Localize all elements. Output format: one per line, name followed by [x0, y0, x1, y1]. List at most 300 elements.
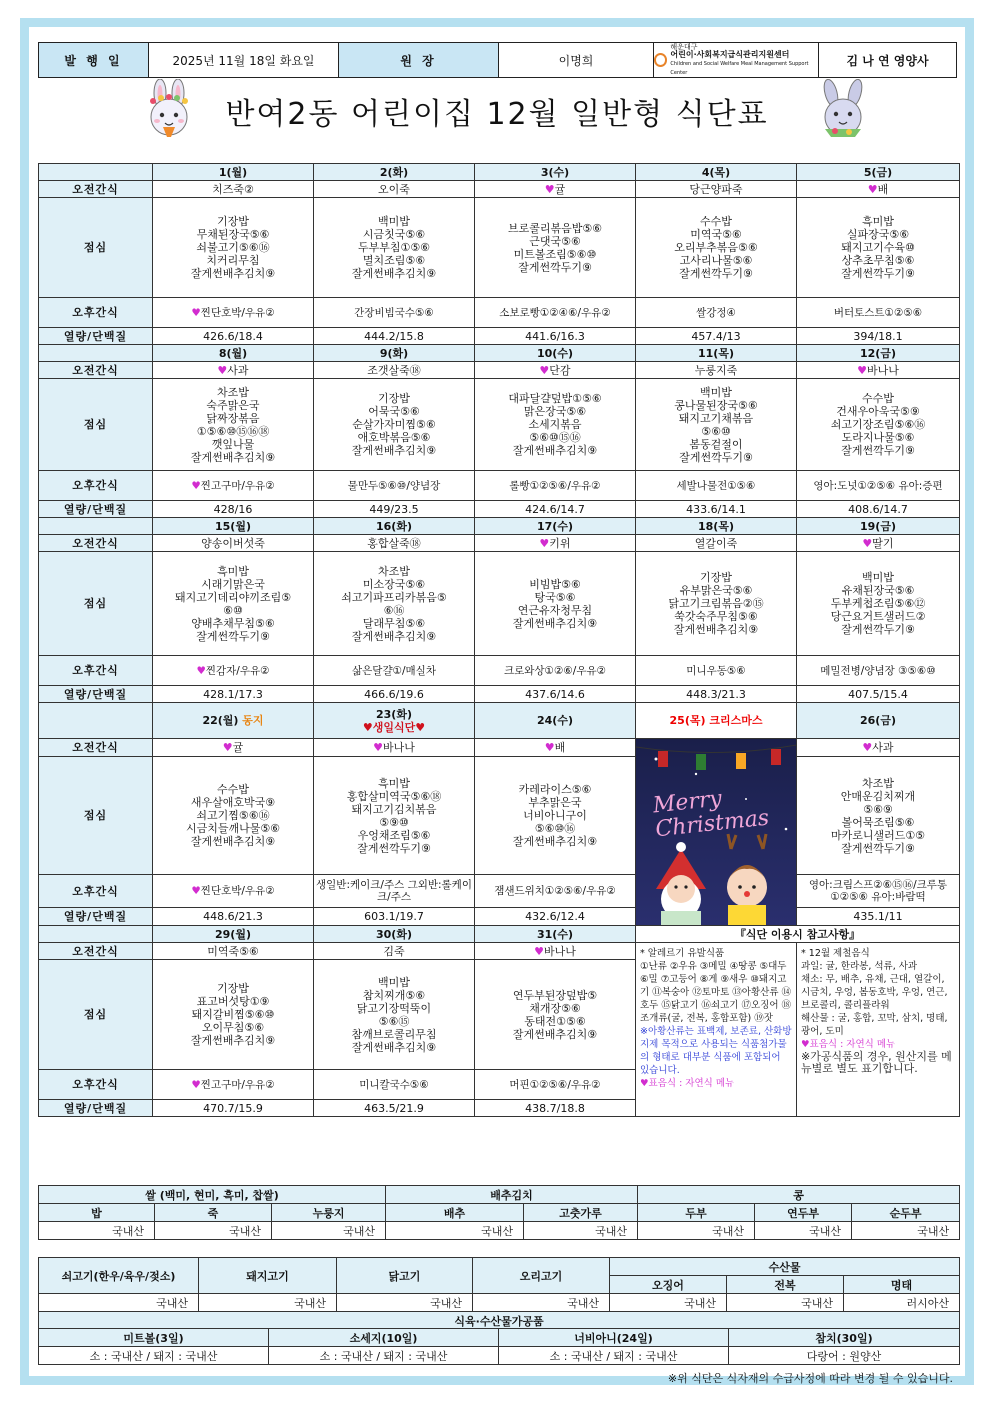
origin-table	[38, 1185, 960, 1240]
origin-value: 다랑어 : 원양산	[729, 1347, 960, 1365]
row-label-energy: 열량/단백질	[39, 501, 153, 518]
pm-snack	[636, 298, 797, 328]
heart-icon: ♥	[857, 363, 867, 377]
day-header	[153, 345, 314, 362]
row-label-lunch: 점심	[39, 552, 153, 656]
lunch-menu	[314, 757, 475, 875]
notes-allergy	[636, 943, 797, 1117]
day-date: 24(수)	[537, 714, 573, 727]
notes-header-text: 『식단 이용시 참고사항』	[734, 927, 861, 941]
origin-value: 국내산	[610, 1294, 727, 1312]
issue-date: 2025년 11월 18일 화요일	[149, 43, 339, 78]
energy-row	[39, 501, 960, 518]
notes-line: * 12월 제철음식	[801, 948, 870, 959]
origin-value: 국내산	[852, 1222, 960, 1240]
day-date: 16(화)	[376, 519, 412, 533]
am-snack-text: 배	[554, 741, 566, 755]
pm-snack	[153, 298, 314, 328]
lunch-item: ⑤⑨⑩	[379, 815, 409, 829]
lunch-item: 무채된장국⑤⑥	[196, 228, 270, 241]
heart-icon: ♥	[191, 1078, 201, 1091]
row-label-energy: 열량/단백질	[39, 686, 153, 703]
lunch-item: 쇠고기장조림⑤⑥⑯	[830, 418, 926, 431]
pm-snack	[153, 471, 314, 501]
pm-snack-text: 영아:도넛①②⑤⑥ 유아:증편	[813, 479, 943, 492]
lunch-item: 잘게썬배추김치⑨	[190, 267, 276, 280]
day-date: 4(목)	[701, 165, 731, 179]
notes-line: ※가공식품의 경우, 원산지를 메뉴별로 별도 표기합니다.	[801, 1050, 952, 1075]
heart-icon: ♥	[373, 741, 383, 755]
heart-icon: ♥	[534, 944, 544, 958]
pm-snack	[797, 471, 960, 501]
am-snack-text: 조갯살죽⑱	[367, 363, 421, 377]
lunch-item: 잘게썬깍두기⑨	[518, 260, 592, 274]
day-header	[797, 345, 960, 362]
origin-value: 국내산	[638, 1222, 755, 1240]
energy-value: 444.2/15.8	[314, 328, 475, 345]
pm-snack	[475, 298, 636, 328]
energy-value: 466.6/19.6	[314, 686, 475, 703]
lunch-menu	[797, 757, 960, 875]
am-snack	[475, 362, 636, 379]
date-header-blank	[39, 926, 153, 943]
lunch-item: 볼어묵조림⑤⑥	[841, 815, 915, 829]
am-snack-text: 열갈이죽	[694, 536, 738, 550]
energy-value: 407.5/15.4	[797, 686, 960, 703]
lunch-item: 마카로니샐러드①⑤	[830, 828, 926, 842]
energy-row	[39, 328, 960, 345]
lunch-item: 깻잎나물	[211, 437, 255, 451]
origin-processed-header: 식육·수산물가공품	[39, 1312, 960, 1330]
lunch-item: 잘게썬배추김치⑨	[190, 1034, 276, 1047]
notes-line: ♥표음식 : 자연식 메뉴	[801, 1039, 896, 1050]
lunch-item: 잘게썬배추김치⑨	[351, 629, 437, 643]
row-label-energy: 열량/단백질	[39, 1100, 153, 1117]
heart-icon: ♥	[544, 741, 555, 755]
origin-value: 국내산	[337, 1294, 473, 1312]
lunch-item: 미트볼조림⑤⑥⑩	[513, 247, 597, 261]
lunch-item: 봄동겉절이	[689, 437, 743, 451]
lunch-item: 돼지갈비찜⑤⑥⑩	[191, 1008, 275, 1021]
lunch-menu	[153, 960, 314, 1070]
am-snack-text: 치즈죽②	[212, 182, 254, 196]
day-header	[314, 345, 475, 362]
pm-snack-text: 삶은달걀①/매실차	[352, 664, 436, 677]
heart-icon: ♥	[191, 885, 201, 898]
lunch-item: 실파장국⑤⑥	[846, 228, 910, 241]
lunch-item: 시래기맑은국	[201, 577, 265, 591]
lunch-item: 시금치들깨나물⑤⑥	[185, 822, 281, 836]
lunch-item: 닭고기장떡뚝이	[356, 1001, 432, 1015]
am-snack	[153, 943, 314, 960]
lunch-item: 연두부된장덮밥⑤	[512, 988, 598, 1002]
pm-snack	[475, 471, 636, 501]
lunch-menu	[153, 552, 314, 656]
origin-value: 러시아산	[844, 1294, 960, 1312]
lunch-menu	[314, 379, 475, 471]
energy-value: 432.6/12.4	[475, 907, 636, 925]
energy-value: 428.1/17.3	[153, 686, 314, 703]
lunch-item: 쇠불고기⑤⑥⑯	[196, 241, 270, 254]
am-snack	[314, 943, 475, 960]
heart-icon: ♥	[539, 363, 550, 377]
lunch-item: 애호박볶음⑤⑥	[357, 431, 431, 444]
day-date: 18(목)	[698, 519, 734, 533]
lunch-item: ⑥⑯	[383, 603, 405, 617]
lunch-item: 잘게썬깍두기⑨	[679, 267, 753, 280]
origin-value: 소 : 국내산 / 돼지 : 국내산	[499, 1347, 729, 1365]
energy-value: 394/18.1	[797, 328, 960, 345]
am-snack-text: 키위	[549, 536, 571, 550]
pm-snack	[797, 875, 960, 907]
pm-snack-text: 생일반:케이크/주스 그외반:롤케이크/주스	[316, 879, 472, 904]
origin-value: 국내산	[727, 1294, 844, 1312]
origin-label: 너비아니(24일)	[499, 1329, 729, 1347]
pm-snack-text: 간장비빔국수⑤⑥	[354, 306, 434, 319]
pm-snack	[153, 1070, 314, 1100]
origin-label: 두부	[638, 1204, 755, 1222]
lunch-item: 두부케첩조림⑤⑥⑫	[830, 597, 926, 610]
am-snack-row	[39, 943, 960, 960]
lunch-item: 차조밥	[217, 385, 249, 399]
center-logo-icon	[654, 53, 667, 67]
origin-value: 국내산	[473, 1294, 610, 1312]
lunch-item: 잘게썬깍두기⑨	[841, 267, 915, 280]
pm-snack-row	[39, 656, 960, 686]
lunch-item: 흑미밥	[862, 215, 894, 228]
am-snack	[153, 181, 314, 198]
lunch-item: 오리부추볶음⑤⑥	[674, 241, 758, 254]
origin-label: 배추	[386, 1204, 524, 1222]
lunch-item: 채개장⑤⑥	[529, 1001, 581, 1015]
lunch-item: 돼지고기채볶음	[678, 411, 754, 425]
notes-line: ♥표음식 : 자연식 메뉴	[640, 1078, 735, 1089]
lunch-menu	[475, 960, 636, 1070]
day-header	[153, 703, 314, 739]
day-header	[475, 703, 636, 739]
am-snack-text: 바나나	[543, 944, 576, 958]
lunch-item: ⑤⑥⑩⑮⑯	[529, 431, 581, 444]
day-date: 11(목)	[698, 346, 734, 360]
pm-snack-text: 머핀①②⑤⑥/우유②	[509, 1078, 601, 1091]
day-header	[636, 703, 797, 739]
lunch-item: 비빔밥⑤⑥	[529, 577, 581, 591]
energy-value: 441.6/16.3	[475, 328, 636, 345]
day-header	[314, 518, 475, 535]
origin-label: 고춧가루	[524, 1204, 638, 1222]
origin-value: 국내산	[155, 1222, 272, 1240]
energy-value: 448.3/21.3	[636, 686, 797, 703]
notes-line: 해산물 : 굴, 홍합, 꼬막, 삼치, 명태, 광어, 도미	[801, 1013, 948, 1037]
energy-value: 435.1/11	[797, 907, 960, 925]
am-snack-text: 배	[877, 182, 889, 196]
date-header-row	[39, 345, 960, 362]
origin-label: 명태	[844, 1276, 960, 1294]
lunch-item: 연근유자청무침	[517, 603, 593, 617]
day-date: 8(월)	[218, 346, 248, 360]
lunch-item: 기장밥	[700, 571, 732, 584]
am-snack-text: 김죽	[383, 944, 405, 958]
pm-snack	[153, 656, 314, 686]
am-snack-text: 당근양파죽	[689, 182, 743, 196]
lunch-item: 쇠고기파프리카볶음⑤	[341, 590, 447, 604]
origin-label: 참치(30일)	[729, 1329, 960, 1347]
center-logo-line3: Children and Social Welfare Meal Management Support Center	[670, 61, 809, 76]
lunch-item: 안매운김치찌개	[840, 789, 916, 803]
row-label-pm-snack: 오후간식	[39, 875, 153, 907]
row-label-energy: 열량/단백질	[39, 328, 153, 345]
lunch-item: 잘게썬깍두기⑨	[841, 841, 915, 855]
am-snack-text: 바나나	[866, 363, 899, 377]
lunch-item: 잘게썬배추김치⑨	[512, 1027, 598, 1041]
lunch-item: 대파달걀덮밥①⑤⑥	[508, 392, 602, 405]
origin-label: 누룽지	[272, 1204, 386, 1222]
notes-line: 채소: 무, 배추, 유채, 근대, 열갈이, 시금치, 우엉, 봄동호박, 우엉, 연근, 브로콜리, 콜리플라워	[801, 974, 948, 1011]
day-header	[314, 164, 475, 181]
pm-snack-text: 영아:크림스프②⑥⑮⑯/크루통①②⑤⑥ 유아:바람떡	[808, 879, 948, 904]
lunch-menu	[475, 757, 636, 875]
day-date: 1(월)	[218, 165, 248, 179]
lunch-item: 브로콜리볶음밥⑤⑥	[507, 221, 603, 235]
day-note: 생일식단	[372, 720, 416, 734]
energy-value: 457.4/13	[636, 328, 797, 345]
menu-table	[38, 163, 960, 1117]
day-header	[636, 164, 797, 181]
lunch-item: 부추맑은국	[528, 796, 582, 810]
origin-label: 돼지고기	[199, 1258, 337, 1294]
origin-label: 쇠고기(한우/육우/젖소)	[39, 1258, 199, 1294]
origin-value: 소 : 국내산 / 돼지 : 국내산	[269, 1347, 499, 1365]
pm-snack	[475, 875, 636, 907]
am-snack-text: 누룽지죽	[694, 363, 738, 377]
day-date: 2(화)	[379, 165, 409, 179]
origin-label: 오리고기	[473, 1258, 610, 1294]
am-snack-text: 사과	[227, 363, 249, 377]
row-label-lunch: 점심	[39, 198, 153, 298]
pm-snack-text: 미니우동⑤⑥	[686, 664, 746, 677]
lunch-item: ①⑤⑥⑩⑮⑯⑱	[196, 424, 270, 438]
lunch-item: 유부맑은국⑤⑥	[679, 584, 753, 597]
row-label-pm-snack: 오후간식	[39, 298, 153, 328]
day-date: 10(수)	[537, 346, 573, 360]
date-header-row	[39, 926, 960, 943]
lunch-item: 닭고기크림볶음②⑮	[668, 597, 764, 610]
day-header	[636, 345, 797, 362]
day-header	[153, 926, 314, 943]
lunch-item: ⑤⑥⑩	[701, 424, 731, 438]
date-header-blank	[39, 164, 153, 181]
row-label-lunch: 점심	[39, 757, 153, 875]
pm-snack-text: 버터토스트①②⑤⑥	[833, 306, 923, 319]
pm-snack	[797, 298, 960, 328]
center-logo-line2: 어린이·사회복지급식관리지원센터	[670, 50, 790, 59]
lunch-item: 잘게썬배추김치⑨	[673, 623, 759, 636]
page-title: 반여2동 어린이집 12월 일반형 식단표	[225, 97, 769, 132]
pm-snack	[475, 1070, 636, 1100]
am-snack-text: 단감	[549, 363, 571, 377]
pm-snack	[314, 298, 475, 328]
pm-snack	[636, 471, 797, 501]
lunch-item: 잘게썬배추김치⑨	[351, 267, 437, 280]
am-snack-row	[39, 739, 960, 757]
day-header	[314, 703, 475, 739]
lunch-item: 너비아니구이	[523, 809, 587, 823]
energy-row	[39, 907, 960, 925]
pm-snack-text: 물만두⑤⑥⑩/양념장	[347, 479, 441, 492]
lunch-item: 홍합살미역국⑤⑥⑱	[346, 789, 442, 803]
heart-icon: ♥	[191, 306, 201, 319]
date-header-blank	[39, 345, 153, 362]
am-snack	[475, 535, 636, 552]
day-date: 17(수)	[537, 519, 573, 533]
day-date: 12(금)	[860, 346, 896, 360]
am-snack-text: 귤	[232, 741, 244, 755]
row-label-pm-snack: 오후간식	[39, 471, 153, 501]
pm-snack	[636, 656, 797, 686]
am-snack	[797, 362, 960, 379]
origin-label: 소세지(10일)	[269, 1329, 499, 1347]
am-snack-text: 바나나	[382, 741, 415, 755]
lunch-item: 오이무침⑤⑥	[201, 1021, 265, 1034]
issue-date-label: 발 행 일	[39, 43, 149, 78]
lunch-item: 잘게썬배추김치⑨	[351, 444, 437, 457]
lunch-item: 수수밥	[700, 215, 732, 228]
lunch-item: 양배추채무침⑤⑥	[191, 616, 275, 630]
am-snack	[314, 362, 475, 379]
lunch-menu	[314, 198, 475, 298]
pm-snack-text: 소보로빵①②④⑥/우유②	[499, 306, 611, 319]
day-date: 5(금)	[863, 165, 893, 179]
am-snack-text: 딸기	[872, 536, 894, 550]
lunch-item: ⑤⑥⑨	[863, 802, 893, 816]
am-snack-text: 미역죽⑤⑥	[207, 944, 259, 958]
day-header	[475, 926, 636, 943]
pm-snack-text: 쌀강정④	[696, 306, 736, 319]
am-snack	[475, 181, 636, 198]
row-label-am-snack: 오전간식	[39, 943, 153, 960]
pm-snack	[314, 471, 475, 501]
notes-line: * 알레르기 유발식품	[640, 948, 725, 959]
row-label-lunch: 점심	[39, 960, 153, 1070]
lunch-item: 백미밥	[862, 571, 894, 584]
am-snack	[153, 535, 314, 552]
lunch-item: 쑥갓숙주무침⑤⑥	[674, 610, 758, 623]
page-frame	[20, 18, 974, 1385]
origin-kimchi-header: 배추김치	[386, 1186, 638, 1204]
director-label: 원 장	[339, 43, 499, 78]
lunch-item: 두부부침①⑤⑥	[357, 241, 431, 254]
lunch-item: 소세지볶음	[528, 418, 582, 431]
dietitian-name: 김 나 연 영양사	[819, 43, 957, 78]
lunch-item: 차조밥	[862, 776, 894, 790]
lunch-menu	[153, 757, 314, 875]
am-snack	[153, 362, 314, 379]
origin-bean-header: 콩	[638, 1186, 960, 1204]
origin-value: 국내산	[272, 1222, 386, 1240]
lunch-menu	[797, 198, 960, 298]
am-snack-text: 홍합살죽⑱	[367, 536, 421, 550]
lunch-item: 잘게썬깍두기⑨	[841, 623, 915, 636]
heart-icon: ♥	[415, 720, 426, 734]
lunch-item: 잘게썬깍두기⑨	[196, 629, 270, 643]
lunch-menu	[636, 552, 797, 656]
lunch-item: 순살가자미찜⑤⑥	[352, 418, 436, 431]
lunch-item: 닭짜장볶음	[206, 411, 260, 425]
lunch-item: 잘게썬배추김치⑨	[512, 835, 598, 849]
energy-value: 448.6/21.3	[153, 907, 314, 925]
origin-label: 연두부	[755, 1204, 852, 1222]
lunch-item: 잘게썬배추김치⑨	[190, 450, 276, 464]
heart-icon: ♥	[862, 741, 873, 755]
lunch-menu	[475, 552, 636, 656]
notes-header	[636, 926, 960, 943]
day-date: 25(목) 크리스마스	[669, 714, 763, 727]
energy-row	[39, 686, 960, 703]
footer-note: ※위 식단은 식자재의 수급사정에 따라 변경 될 수 있습니다.	[667, 1372, 953, 1385]
day-date: 3(수)	[540, 165, 570, 179]
lunch-menu	[314, 552, 475, 656]
row-label-energy: 열량/단백질	[39, 907, 153, 925]
lunch-item: 유채된장국⑤⑥	[841, 584, 915, 597]
row-label-pm-snack: 오후간식	[39, 656, 153, 686]
lunch-item: 미역국⑤⑥	[690, 228, 742, 241]
lunch-item: 참치찌개⑤⑥	[362, 988, 426, 1002]
day-date: 15(월)	[215, 519, 251, 533]
lunch-item: 잘게썬배추김치⑨	[512, 444, 598, 457]
heart-icon: ♥	[191, 479, 201, 492]
am-snack	[314, 181, 475, 198]
lunch-row	[39, 379, 960, 471]
energy-value: 603.1/19.7	[314, 907, 475, 925]
heart-icon: ♥	[862, 536, 873, 550]
lunch-item: 잘게썬깍두기⑨	[679, 450, 753, 464]
row-label-am-snack: 오전간식	[39, 739, 153, 757]
lunch-item: 잘게썬배추김치⑨	[351, 1040, 437, 1054]
energy-value: 428/16	[153, 501, 314, 518]
lunch-item: 달래무침⑤⑥	[362, 616, 426, 630]
heart-icon: ♥	[217, 363, 228, 377]
pm-snack-text: 롤빵①②⑤⑥/우유②	[509, 479, 601, 492]
origin-value: 소 : 국내산 / 돼지 : 국내산	[39, 1347, 269, 1365]
day-header	[797, 703, 960, 739]
pm-snack-text: 찐단호박/우유②	[200, 885, 275, 898]
lunch-item: 잘게썬배추김치⑨	[190, 835, 276, 849]
am-snack	[314, 739, 475, 757]
lunch-menu	[475, 198, 636, 298]
pm-snack-text: 잼샌드위치①②⑤⑥/우유②	[494, 885, 616, 898]
heart-icon: ♥	[196, 664, 206, 677]
lunch-item: 백미밥	[378, 975, 410, 989]
origin-label: 순두부	[852, 1204, 960, 1222]
lunch-item: 백미밥	[378, 215, 410, 228]
date-header-blank	[39, 518, 153, 535]
energy-value: 438.7/18.8	[475, 1100, 636, 1117]
day-date: 30(화)	[376, 927, 412, 941]
notes-line: ※아황산류는 표백제, 보존료, 산화방지제 목적으로 사용되는 식품첨가물의 형태로 대부분 식품에 포함되어 있습니다.	[640, 1026, 792, 1076]
lunch-menu	[797, 552, 960, 656]
am-snack-text: 귤	[554, 182, 566, 196]
pm-snack	[475, 656, 636, 686]
day-date: 29(월)	[215, 927, 251, 941]
lunch-item: 미소장국⑤⑥	[362, 577, 426, 591]
lunch-item: 건새우아욱국⑤⑨	[836, 405, 920, 418]
am-snack	[475, 943, 636, 960]
lunch-item: 근댓국⑤⑥	[529, 234, 581, 248]
energy-value: 408.6/14.7	[797, 501, 960, 518]
lunch-menu	[636, 379, 797, 471]
pm-snack-text: 세발나물전①⑤⑥	[676, 479, 756, 492]
header-info-table	[38, 42, 957, 78]
